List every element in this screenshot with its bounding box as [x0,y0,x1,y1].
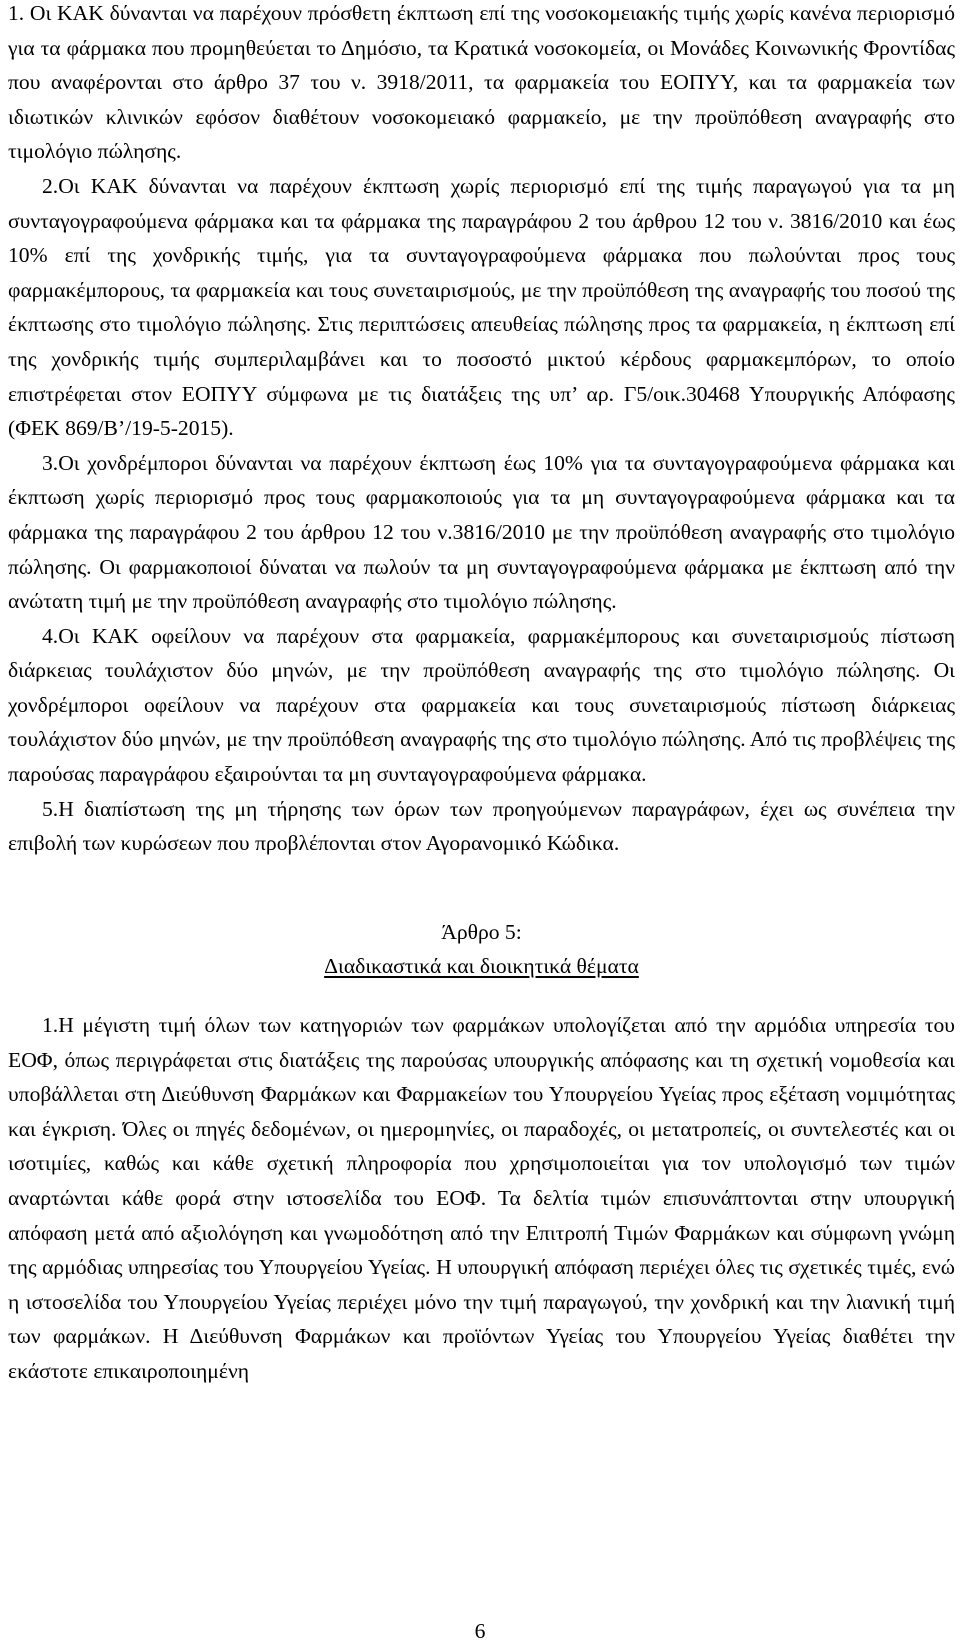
paragraph-2: 2.Οι ΚΑΚ δύνανται να παρέχουν έκπτωση χωρίς περιορισμό επί της τιμής παραγωγού για τα μη συνταγογραφούμενα φάρμακα και τα φάρμακα της παραγράφου 2 του άρθρου 12 του ν. 3816/2010 και έως 10% επί της χονδρικής τιμής, για τα συνταγογραφούμενα φάρμακα που πωλούνται προς τους φαρμακέμπορους, τα φαρμακεία και τους συνεταιρισμούς, με την προϋπόθεση της αναγραφής του ποσού της έκπτωσης στο τιμολόγιο πώλησης. Στις περιπτώσεις απευθείας πώλησης προς τα φαρμακεία, η έκπτωση επί της χονδρικής τιμής συμπεριλαμβάνει και το ποσοστό μικτού κέρδους φαρμακεμπόρων, το οποίο επιστρέφεται στον ΕΟΠΥΥ σύμφωνα με τις διατάξεις της υπ’ αρ. Γ5/οικ.30468 Υπουργικής Απόφασης (ΦΕΚ 869/Β’/19-5-2015). [8,173,955,441]
article-title-text: Διαδικαστικά και διοικητικά θέματα [324,954,639,979]
page-number: 6 [474,1619,486,1643]
article-5-paragraph-1: 1.Η μέγιστη τιμή όλων των κατηγοριών των φαρμάκων υπολογίζεται από την αρμόδια υπηρεσία του ΕΟΦ, όπως περιγράφεται στις διατάξεις της παρούσας υπουργικής απόφασης και τη σχετική νομοθεσία και υποβάλλεται στη Διεύθυνση Φαρμάκων και Φαρμακείων του Υπουργείου Υγείας προς εξέταση νομιμότητας και έγκριση. Όλες οι πηγές δεδομένων, οι ημερομηνίες, οι παραδοχές, οι μετατροπείς, οι συντελεστές και οι ισοτιμίες, καθώς και κάθε σχετική πληροφορία που χρησιμοποιείται για τον υπολογισμό των τιμών αναρτώνται κάθε φορά στην ιστοσελίδα του ΕΟΦ. Τα δελτία τιμών επισυνάπτονται στην υπουργική απόφαση μετά από αξιολόγηση και γνωμοδότηση από την Επιτροπή Τιμών Φαρμάκων και σύμφωνη γνώμη της αρμόδιας υπηρεσίας του Υπουργείου Υγείας. Η υπουργική απόφαση περιέχει όλες τις σχετικές τιμές, ενώ η ιστοσελίδα του Υπουργείου Υγείας περιέχει μόνο την τιμή παραγωγού, την χονδρική και την λιανική τιμή των φαρμάκων. Η Διεύθυνση Φαρμάκων και προϊόντων Υγείας του Υπουργείου Υγείας διαθέτει την εκάστοτε επικαιροποιημένη [8,1013,955,1383]
paragraph-5: 5.Η διαπίστωση της μη τήρησης των όρων των προηγούμενων παραγράφων, έχει ως συνέπεια την επιβολή των κυρώσεων που προβλέπονται στον Αγορανομικό Κώδικα. [8,796,955,856]
page-body [8,0,955,1389]
article-title [8,949,955,984]
article-number: Άρθρο 5: [441,919,522,944]
article-heading [8,915,955,984]
paragraph-4: 4.Οι ΚΑΚ οφείλουν να παρέχουν στα φαρμακεία, φαρμακέμπορους και συνεταιρισμούς πίστωση διάρκειας τουλάχιστον δύο μηνών, με την προϋπόθεση αναγραφής της στο τιμολόγιο πώλησης. Οι χονδρέμποροι οφείλουν να παρέχουν στα φαρμακεία και τους συνεταιρισμούς πίστωση διάρκειας τουλάχιστον δύο μηνών, με την προϋπόθεση αναγραφής της στο τιμολόγιο πώλησης. Από τις προβλέψεις της παρούσας παραγράφου εξαιρούνται τα μη συνταγογραφούμενα φάρμακα. [8,623,955,787]
paragraph-3: 3.Οι χονδρέμποροι δύνανται να παρέχουν έκπτωση έως 10% για τα συνταγογραφούμενα φάρμακα και έκπτωση χωρίς περιορισμό προς τους φαρμακοποιούς για τα μη συνταγογραφούμενα φάρμακα και τα φάρμακα της παραγράφου 2 του άρθρου 12 του ν.3816/2010 με την προϋπόθεση αναγραφής στο τιμολόγιο πώλησης. Οι φαρμακοποιοί δύναται να πωλούν τα μη συνταγογραφούμενα φάρμακα με έκπτωση από την ανώτατη τιμή με την προϋπόθεση αναγραφής στο τιμολόγιο πώλησης. [8,450,955,614]
paragraph-1: 1. Οι ΚΑΚ δύνανται να παρέχουν πρόσθετη έκπτωση επί της νοσοκομειακής τιμής χωρίς κανένα περιορισμό για τα φάρμακα που προμηθεύεται το Δημόσιο, τα Κρατικά νοσοκομεία, οι Μονάδες Κοινωνικής Φροντίδας που αναφέρονται στο άρθρο 37 του ν. 3918/2011, τα φαρμακεία του ΕΟΠΥΥ, και τα φαρμακεία των ιδιωτικών κλινικών εφόσον διαθέτουν νοσοκομειακό φαρμακείο, με την προϋπόθεση αναγραφής στο τιμολόγιο πώλησης. [8,1,955,164]
